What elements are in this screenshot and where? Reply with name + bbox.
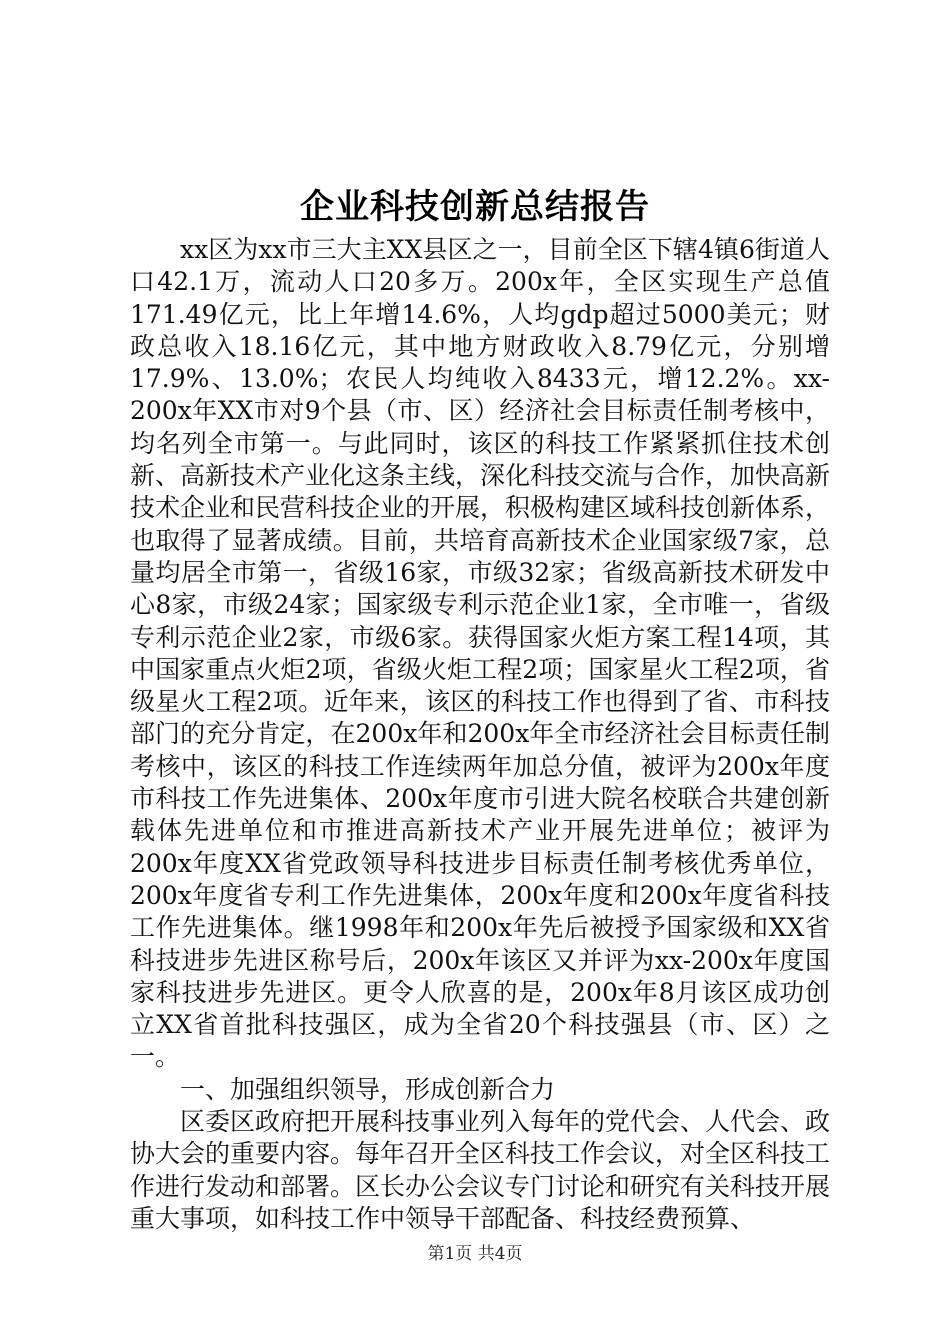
document-body <box>130 234 830 1235</box>
body-paragraph: 区委区政府把开展科技事业列入每年的党代会、人代会、政协大会的重要内容。每年召开全区科技工作会议，对全区科技工作进行发动和部署。区长办公会议专门讨论和研究有关科技开展重大事项，如科技工作中领导干部配备、科技经费预算、 <box>130 1107 831 1233</box>
page-number: 第1页 共4页 <box>427 1244 523 1264</box>
document-title: 企业科技创新总结报告 <box>300 187 650 227</box>
intro-paragraph: xx区为xx市三大主XX县区之一，目前全区下辖4镇6街道人口42.1万，流动人口20多万。200x年，全区实现生产总值171.49亿元，比上年增14.6%，人均gdp超过5000美元；财政总收入18.16亿元，其中地方财政收入8.79亿元，分别增17.9%、13.0%；农民人均纯收入8433元，增12.2%。xx-200x年XX市对9个县（市、区）经济社会目标责任制考核中，均名列全市第一。与此同时，该区的科技工作紧紧抓住技术创新、高新技术产业化这条主线，深化科技交流与合作，加快高新技术企业和民营科技企业的开展，积极构建区域科技创新体系，也取得了显著成绩。目前，共培育高新技术企业国家级7家，总量均居全市第一，省级16家，市级32家；省级高新技术研发中心8家，市级24家；国家级专利示范企业1家，全市唯一，省级专利示范企业2家，市级6家。获得国家火炬方案工程14项，其中国家重点火炬2项，省级火炬工程2项；国家星火工程2项，省级星火工程2项。近年来，该区的科技工作也得到了省、市科技部门的充分肯定，在200x年和200x年全市经济社会目标责任制考核中，该区的科技工作连续两年加总分值，被评为200x年度市科技工作先进集体、200x年度市引进大院名校联合共建创新载体先进单位和市推进高新技术产业开展先进单位；被评为200x年度XX省党政领导科技进步目标责任制考核优秀单位，200x年度省专利工作先进集体，200x年度和200x年度省科技工作先进集体。继1998年和200x年先后被授予国家级和XX省科技进步先进区称号后，200x年该区又并评为xx-200x年度国家科技进步先进区。更令人欣喜的是，200x年8月该区成功创立XX省首批科技强区，成为全省20个科技强县（市、区）之一。 <box>130 235 831 1072</box>
section-heading: 一、加强组织领导，形成创新合力 <box>180 1074 556 1104</box>
